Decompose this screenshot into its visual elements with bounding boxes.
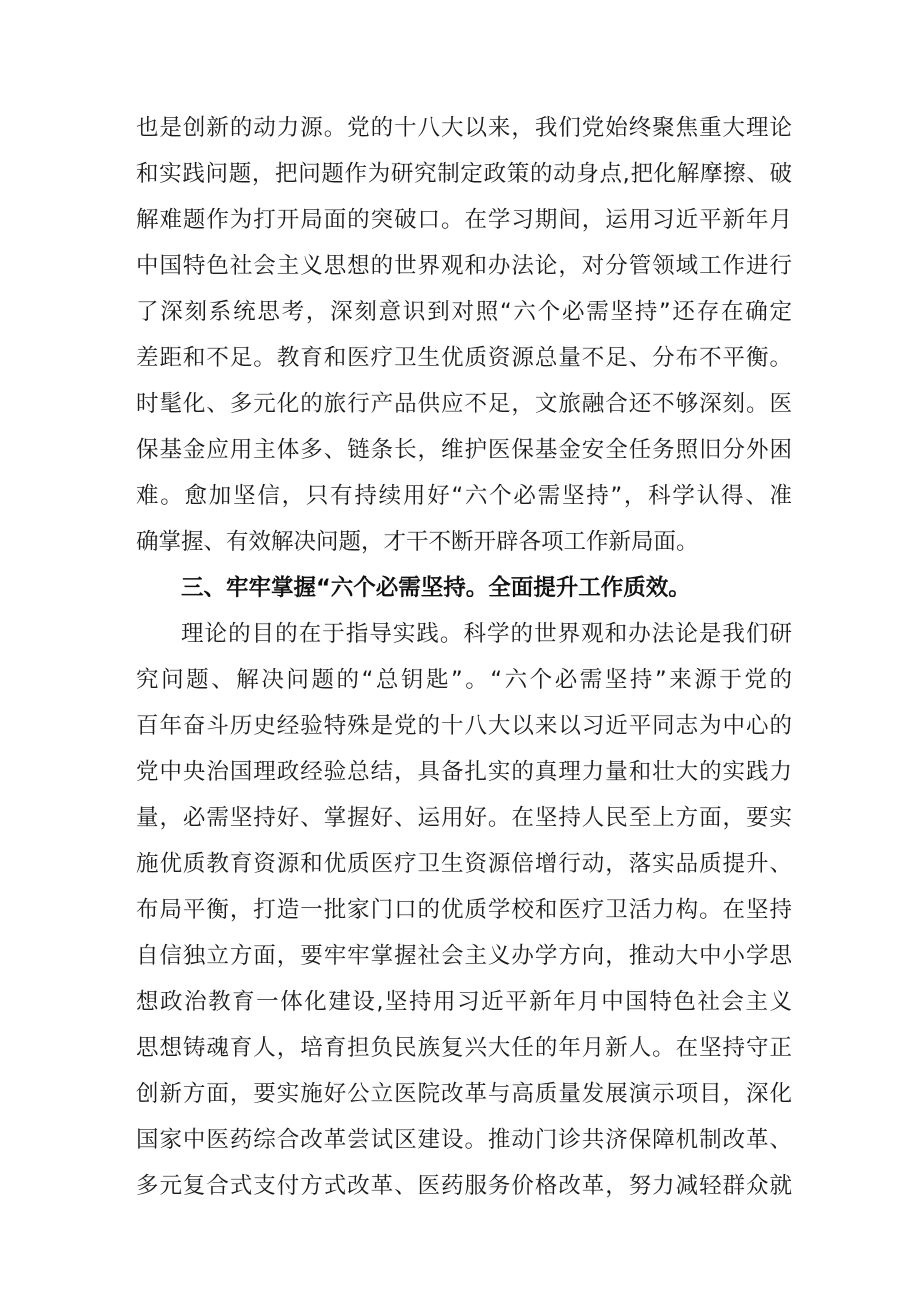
paragraph-line: 中国特色社会主义思想的世界观和办法论，对分管领域工作进行 [136, 253, 792, 279]
paragraph-line: 国家中医药综合改革尝试区建设。推动门诊共济保障机制改革、 [136, 1127, 792, 1153]
paragraph-line: 创新方面，要实施好公立医院改革与高质量发展演示项目，深化 [136, 1081, 792, 1107]
paragraph-line: 思想铸魂育人，培育担负民族复兴大任的年月新人。在坚持守正 [136, 1035, 792, 1061]
paragraph-line: 难。愈加坚信，只有持续用好“六个必需坚持”，科学认得、准 [136, 483, 792, 509]
paragraph-line: 党中央治国理政经验总结，具备扎实的真理力量和壮大的实践力 [136, 759, 792, 785]
paragraph-line: 施优质教育资源和优质医疗卫生资源倍增行动，落实品质提升、 [136, 851, 792, 877]
paragraph-line: 量，必需坚持好、掌握好、运用好。在坚持人民至上方面，要实 [136, 805, 792, 831]
paragraph-line: 想政治教育一体化建设,坚持用习近平新年月中国特色社会主义 [136, 989, 792, 1015]
paragraph-line: 百年奋斗历史经验特殊是党的十八大以来以习近平同志为中心的 [136, 713, 792, 739]
paragraph-line: 保基金应用主体多、链条长，维护医保基金安全任务照旧分外困 [136, 437, 792, 463]
paragraph-line: 确掌握、有效解决问题，才干不断开辟各项工作新局面。 [136, 529, 699, 555]
paragraph-line: 布局平衡，打造一批家门口的优质学校和医疗卫活力构。在坚持 [136, 897, 792, 923]
paragraph-line: 解难题作为打开局面的突破口。在学习期间，运用习近平新年月 [136, 207, 792, 233]
section-heading: 三、牢牢掌握“六个必需坚持。全面提升工作质效。 [181, 575, 691, 601]
paragraph-line: 理论的目的在于指导实践。科学的世界观和办法论是我们研 [181, 621, 792, 647]
paragraph-line: 究问题、解决问题的“总钥匙”。“六个必需坚持”来源于党的 [136, 667, 792, 693]
paragraph-line: 也是创新的动力源。党的十八大以来，我们党始终聚焦重大理论 [136, 115, 792, 141]
paragraph-line: 了深刻系统思考，深刻意识到对照“六个必需坚持”还存在确定 [136, 299, 792, 325]
paragraph-line: 自信独立方面，要牢牢掌握社会主义办学方向，推动大中小学思 [136, 943, 792, 969]
paragraph-line: 多元复合式支付方式改革、医药服务价格改革，努力减轻群众就 [136, 1173, 792, 1199]
paragraph-line: 和实践问题，把问题作为研究制定政策的动身点,把化解摩擦、破 [136, 161, 792, 187]
paragraph-line: 差距和不足。教育和医疗卫生优质资源总量不足、分布不平衡。 [136, 345, 792, 371]
paragraph-line: 时髦化、多元化的旅行产品供应不足，文旅融合还不够深刻。医 [136, 391, 792, 417]
